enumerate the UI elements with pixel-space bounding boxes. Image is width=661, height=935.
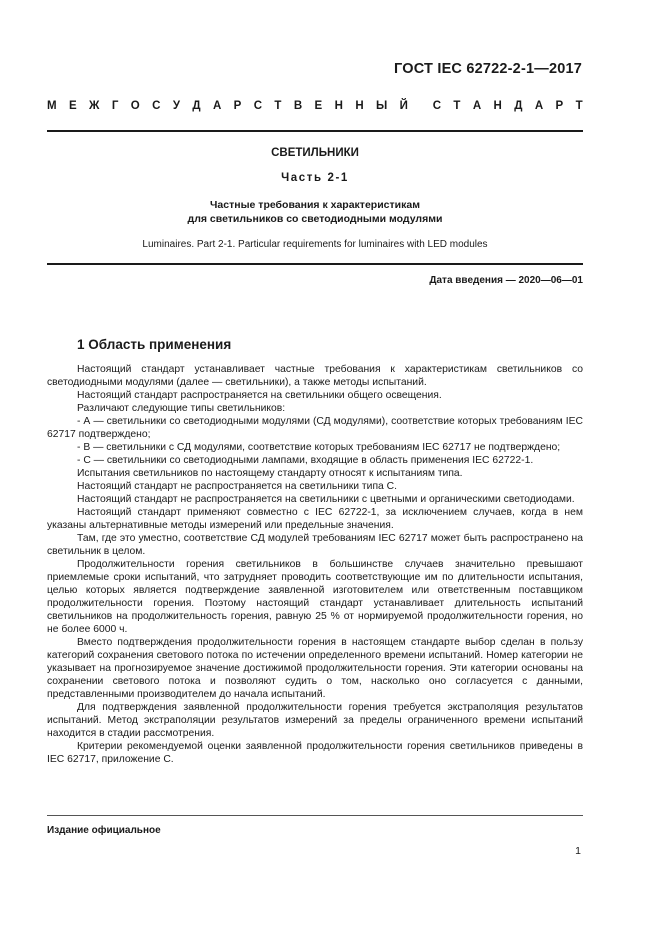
paragraph: Различают следующие типы светильников:	[77, 403, 286, 414]
paragraph: Настоящий стандарт не распространяется на светильники с цветными и органическими светодиодами.	[77, 494, 575, 505]
paragraph: Испытания светильников по настоящему стандарту относят к испытаниям типа.	[77, 468, 463, 479]
paragraph: Настоящий стандарт устанавливает частные требования к характеристикам светильников со светодиодными модулями (далее — светильники), а также методы испытаний.	[47, 364, 583, 388]
paragraph: Критерии рекомендуемой оценки заявленной продолжительности горения светильников приведены в IEC 62717, приложение С.	[47, 741, 583, 765]
paragraph: Продолжительности горения светильников в большинстве случаев значительно превышают приемлемые сроки испытаний, что затрудняет проводить соответствующие им по длительности испытания, целью которых является подтверждение заявленной изготовителем или ответственным поставщиком продолжительности горения. Поэтому настоящий стандарт устанавливает длительность испытаний светильников на продолжительность горения, равную 25 % от нормируемой продолжительности горения, но не более 6000 ч.	[47, 559, 583, 635]
page-number: 1	[575, 845, 581, 857]
heading-letter: Д	[514, 100, 523, 112]
section-heading: 1 Область применения	[77, 337, 232, 352]
heading-letter: Н	[334, 100, 343, 112]
section-body	[47, 363, 583, 766]
heading-letter: Ж	[89, 100, 100, 112]
heading-letter: Т	[274, 100, 282, 112]
heading-letter: А	[212, 100, 222, 112]
english-title: Luminaires. Part 2-1. Particular requirements for luminaires with LED modules	[142, 239, 488, 250]
heading-letter: С	[432, 100, 442, 112]
heading-letter: М	[47, 100, 57, 112]
heading-letter: Н	[355, 100, 364, 112]
heading-letter: Н	[493, 100, 502, 112]
heading-letter: Р	[233, 100, 242, 112]
paragraph: Настоящий стандарт распространяется на светильники общего освещения.	[77, 390, 442, 401]
heading-letter: В	[293, 100, 303, 112]
paragraph: Настоящий стандарт не распространяется на светильники типа С.	[77, 481, 398, 492]
heading-letter: Г	[111, 100, 119, 112]
subtitle-line-2: для светильников со светодиодными модулями	[187, 213, 443, 225]
heading-letter: У	[172, 100, 180, 112]
list-item: - В — светильники с СД модулями, соответствие которых требованиям IEC 62717 не подтверждено;	[77, 442, 561, 453]
heading-letter: Ы	[376, 100, 388, 112]
standard-type-heading	[47, 100, 583, 112]
heading-letter: Е	[68, 100, 77, 112]
standard-number: ГОСТ IEC 62722-2-1—2017	[394, 61, 582, 77]
heading-letter: Т	[575, 100, 583, 112]
footer-rule	[47, 815, 583, 816]
list-item: - А — светильники со светодиодными модулями (СД модулями), соответствие которых требованиям IEC 62717 подтверждено;	[47, 416, 583, 440]
heading-letter: Е	[314, 100, 323, 112]
document-part: Часть 2-1	[281, 172, 349, 184]
heading-letter: А	[472, 100, 482, 112]
paragraph: Для подтверждения заявленной продолжительности горения требуется экстраполяция результатов испытаний. Метод экстраполяции результатов измерений за пределы ограниченного времени испытаний находится в стадии рассмотрения.	[47, 702, 583, 739]
heading-letter: С	[253, 100, 263, 112]
heading-letter: Т	[453, 100, 461, 112]
document-title: СВЕТИЛЬНИКИ	[271, 147, 359, 159]
list-item: - С — светильники со светодиодными лампами, входящие в область применения IEC 62722-1.	[77, 455, 534, 466]
subtitle-line-1: Частные требования к характеристикам	[210, 199, 420, 211]
edition-label: Издание официальное	[47, 825, 161, 836]
heading-letter: О	[130, 100, 140, 112]
paragraph: Настоящий стандарт применяют совместно с IEC 62722-1, за исключением случаев, когда в нем указаны альтернативные методы измерений или предельные значения.	[47, 507, 583, 531]
heading-letter: Р	[555, 100, 564, 112]
heading-letter: Д	[192, 100, 201, 112]
intro-date: Дата введения — 2020—06—01	[429, 275, 583, 286]
title-rule	[47, 263, 583, 265]
header-rule	[47, 130, 583, 132]
heading-letter: Й	[399, 100, 408, 112]
document-subtitle	[47, 198, 583, 226]
paragraph: Там, где это уместно, соответствие СД модулей требованиям IEC 62717 может быть распространено на светильник в целом.	[47, 533, 583, 557]
paragraph: Вместо подтверждения продолжительности горения в настоящем стандарте выбор сделан в пользу категорий сохранения светового потока по истечении определенного времени испытаний. Номер категории не указывает на прогнозируемое значение достижимой продолжительности горения. Эти категории основаны на сохранении светового потока и позволяют судить о том, насколько оно согласуется с данными, представленными производителем до начала испытаний.	[47, 637, 583, 700]
heading-letter: С	[152, 100, 161, 112]
heading-letter: А	[534, 100, 544, 112]
